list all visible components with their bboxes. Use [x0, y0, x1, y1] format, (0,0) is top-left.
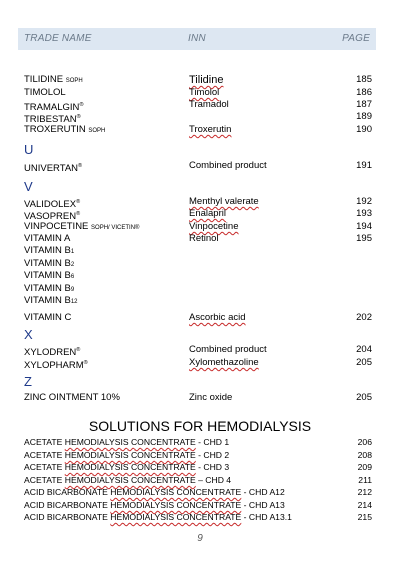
solution-type: ACID BICARBONATE [24, 512, 111, 522]
solution-code: - CHD 2 [195, 450, 230, 460]
page-ref: 190 [356, 124, 372, 135]
trade-name: VITAMIN B [24, 283, 71, 294]
page-ref: 194 [356, 221, 372, 232]
solution-code: - CHD 1 [195, 437, 230, 447]
solution-type: ACETATE [24, 462, 65, 472]
inn: Ascorbic acid [189, 312, 246, 323]
solution-type: ACETATE [24, 450, 65, 460]
header-inn: INN [188, 33, 206, 44]
trade-name: VINPOCETINE [24, 221, 89, 232]
trade-name: VITAMIN B [24, 245, 71, 256]
table-row [0, 245, 400, 257]
section-letter-z: Z [24, 374, 32, 389]
table-row [0, 99, 400, 114]
solution-type: ACETATE [24, 475, 65, 485]
solution-product: HEMODIALYSIS CONCENTRATE [64, 450, 196, 460]
section-title: SOLUTIONS FOR HEMODIALYSIS [88, 418, 312, 434]
trade-name: VASOPREN [24, 211, 77, 223]
inn: Tilidine [189, 74, 224, 86]
page-ref: 191 [356, 160, 372, 171]
inn: Combined product [189, 344, 267, 355]
table-header [18, 28, 376, 50]
list-item [0, 511, 400, 523]
registered-mark: ® [76, 211, 81, 217]
trade-name: TRAMALGIN [24, 102, 80, 114]
page-ref: 187 [356, 99, 372, 110]
registered-mark: ® [83, 360, 88, 366]
page-ref: 193 [356, 208, 372, 219]
list-item [0, 436, 400, 448]
list-item [0, 449, 400, 461]
table-row [0, 344, 400, 359]
table-row [0, 124, 400, 136]
section-letter-v: V [24, 179, 33, 194]
page-ref: 185 [356, 74, 372, 85]
list-item [0, 486, 400, 498]
table-row [0, 208, 400, 223]
page-number: 9 [197, 533, 203, 544]
table-row [0, 357, 400, 372]
page-ref: 186 [356, 87, 372, 98]
trade-name: VITAMIN C [24, 312, 72, 323]
trade-name: XYLODREN [24, 347, 77, 359]
page-ref: 204 [356, 344, 372, 355]
solution-type: ACETATE [24, 437, 65, 447]
solution-product: HEMODIALYSIS CONCENTRATE [64, 462, 196, 472]
trade-name: VITAMIN B [24, 258, 71, 269]
inn: Retinol [189, 233, 219, 244]
trade-name: VITAMIN B [24, 270, 71, 281]
page-ref: 215 [357, 512, 372, 522]
header-page: PAGE [342, 33, 370, 44]
table-row [0, 160, 400, 175]
vitamin-subscript: 12 [70, 299, 78, 305]
solution-code: - CHD A12 [241, 487, 285, 497]
solution-type: ACID BICARBONATE [24, 487, 111, 497]
vitamin-subscript: 9 [70, 287, 75, 293]
page-ref: 211 [358, 475, 372, 485]
trade-name: TROXERUTIN [24, 124, 86, 135]
page-ref: 212 [357, 487, 372, 497]
registered-mark: ® [79, 102, 84, 108]
solution-product: HEMODIALYSIS CONCENTRATE [110, 512, 242, 522]
solution-code: - CHD 3 [195, 462, 230, 472]
table-row [0, 392, 400, 404]
table-row [0, 270, 400, 282]
page-ref: 192 [356, 196, 372, 207]
vitamin-subscript: 6 [70, 274, 75, 280]
table-row [0, 74, 400, 86]
table-row [0, 221, 400, 233]
trade-name: VITAMIN A [24, 233, 71, 244]
list-item [0, 461, 400, 473]
inn: Xylomethazoline [189, 357, 259, 368]
trade-tag: SOPH [88, 128, 106, 134]
registered-mark: ® [76, 114, 81, 120]
trade-name: UNIVERTAN [24, 163, 79, 175]
registered-mark: ® [76, 347, 81, 353]
trade-name: XYLOPHARM [24, 360, 84, 372]
table-row [0, 295, 400, 307]
vitamin-subscript: 2 [70, 262, 75, 268]
table-row [0, 87, 400, 99]
trade-name: TILIDINE [24, 74, 64, 85]
table-row [0, 283, 400, 295]
page-ref: 205 [356, 357, 372, 368]
trade-tag: SOPH [65, 78, 83, 84]
trade-name: VALIDOLEX [24, 199, 77, 211]
inn: Troxerutin [189, 124, 232, 135]
inn: Timolol [189, 87, 220, 98]
page-ref: 189 [356, 111, 372, 122]
registered-mark: ® [76, 199, 81, 205]
table-row [0, 111, 400, 126]
solution-code: - CHD A13 [241, 500, 285, 510]
solution-product: HEMODIALYSIS CONCENTRATE [64, 437, 196, 447]
vitamin-subscript: 1 [70, 249, 75, 255]
table-row [0, 196, 400, 211]
registered-mark: ® [78, 163, 83, 169]
header-trade-name: TRADE NAME [24, 33, 92, 44]
list-item [0, 499, 400, 511]
page-ref: 206 [357, 437, 372, 447]
inn: Combined product [189, 160, 267, 171]
list-item [0, 474, 400, 486]
inn: Tramadol [189, 99, 229, 110]
inn: Zinc oxide [189, 392, 233, 403]
page-ref: 208 [357, 450, 372, 460]
solution-product: HEMODIALYSIS CONCENTRATE [110, 500, 242, 510]
table-row [0, 233, 400, 245]
page-ref: 214 [357, 500, 372, 510]
trade-name: ZINC OINTMENT 10% [24, 392, 120, 403]
solution-type: ACID BICARBONATE [24, 500, 111, 510]
solution-product: HEMODIALYSIS CONCENTRATE [110, 487, 242, 497]
trade-name: VITAMIN B [24, 295, 71, 306]
trade-name: TRIBESTAN [24, 114, 77, 126]
solution-code: – CHD 4 [195, 475, 232, 485]
inn: Vinpocetine [189, 221, 239, 232]
page-ref: 209 [357, 462, 372, 472]
solution-product: HEMODIALYSIS CONCENTRATE [64, 475, 196, 485]
page-ref: 195 [356, 233, 372, 244]
solution-code: - CHD A13.1 [241, 512, 292, 522]
table-row [0, 312, 400, 324]
trade-name: TIMOLOL [24, 87, 66, 98]
section-letter-u: U [24, 142, 34, 157]
inn: Menthyl valerate [189, 196, 259, 207]
page-ref: 202 [356, 312, 372, 323]
section-letter-x: X [24, 327, 33, 342]
inn: Enalapril [189, 208, 226, 219]
trade-tag: SOPH/ VICETIN® [91, 225, 140, 231]
table-row [0, 258, 400, 270]
page-ref: 205 [356, 392, 372, 403]
